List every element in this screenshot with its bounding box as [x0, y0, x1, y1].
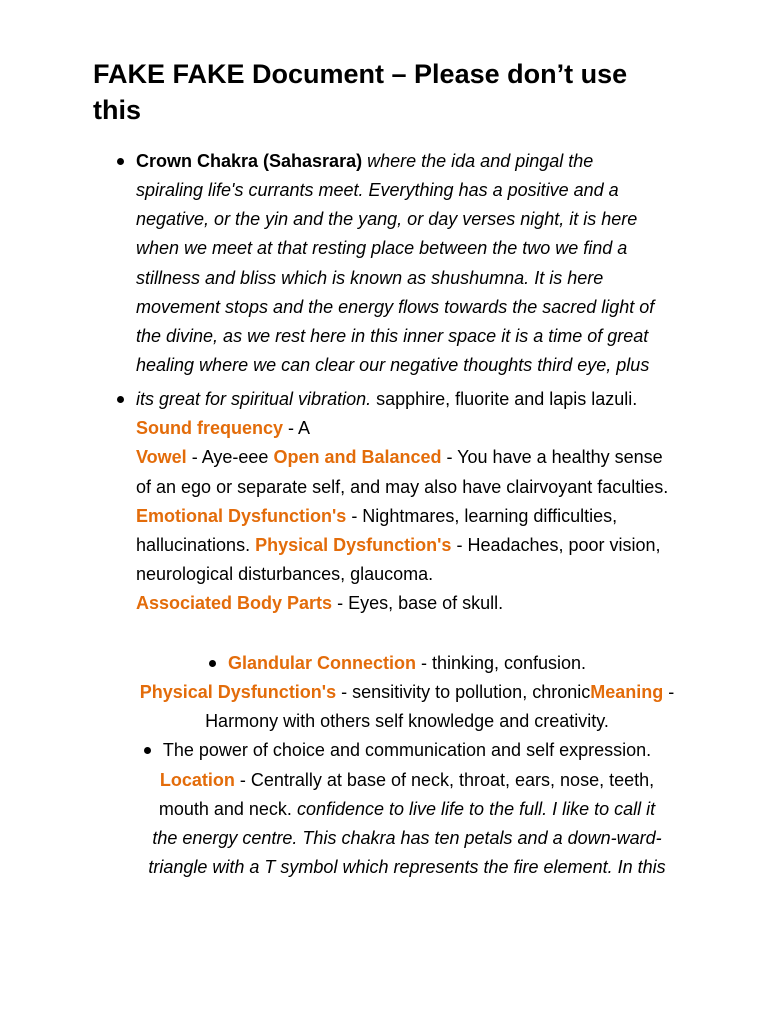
field-value: - Nightmares, learning difficulties, — [351, 505, 618, 526]
text-line — [136, 322, 668, 351]
text-line — [136, 795, 678, 824]
text-line — [136, 176, 668, 205]
field-value: neurological disturbances, glaucoma. — [136, 563, 434, 584]
stones-text: sapphire, fluorite and lapis lazuli. — [376, 389, 638, 410]
bullet-icon — [117, 396, 124, 403]
text-line — [136, 414, 668, 443]
continuation-text: its great for spiritual vibration. — [136, 389, 372, 410]
field-label-body-parts: Associated Body Parts — [136, 593, 333, 614]
text-line — [136, 264, 668, 293]
field-value: Harmony with others self knowledge and creativity. — [205, 711, 609, 732]
text-line — [136, 589, 668, 618]
description-text: the divine, as we rest here in this inner space it is a time of great — [136, 325, 649, 346]
bulleted-text — [163, 740, 651, 760]
bulleted-text — [228, 653, 586, 673]
text-line — [136, 560, 668, 589]
text-line — [136, 853, 678, 882]
bullet-icon — [209, 660, 216, 667]
text-line — [136, 443, 668, 472]
text-line — [136, 707, 678, 736]
choice-text: The power of choice and communication and self expression. — [162, 740, 652, 761]
field-label-physical-dysfunction: Physical Dysfunction's — [255, 534, 452, 555]
text-line — [136, 205, 668, 234]
list-item-crown-chakra — [136, 147, 668, 380]
field-value: - Eyes, base of skull. — [337, 593, 504, 614]
description-text: when we meet at that resting place between the two we find a — [136, 238, 628, 259]
document-title: FAKE FAKE Document – Please don’t use this — [93, 59, 628, 125]
field-label-vowel: Vowel — [136, 447, 187, 468]
text-line — [136, 234, 668, 263]
field-value: of an ego or separate self, and may also have clairvoyant faculties. — [136, 476, 669, 497]
field-value: - A — [288, 418, 311, 439]
field-value: - Headaches, poor vision, — [456, 534, 661, 555]
text-line — [136, 736, 678, 765]
field-label-sound-frequency: Sound frequency — [136, 418, 284, 439]
bullet-list — [136, 147, 668, 618]
text-line — [136, 531, 668, 560]
list-item-details — [136, 385, 668, 618]
text-line — [136, 293, 668, 322]
list-item-choice — [136, 736, 678, 882]
text-line — [136, 351, 668, 380]
text-line — [136, 147, 668, 176]
description-text: spiraling life's currants meet. Everything has a positive and a — [136, 180, 619, 201]
field-value: - Centrally at base of neck, throat, ears, nose, teeth, — [239, 769, 655, 790]
field-label-open-balanced: Open and Balanced — [273, 447, 442, 468]
field-label-emotional-dysfunction: Emotional Dysfunction's — [136, 505, 347, 526]
bullet-icon — [144, 747, 151, 754]
description-text: negative, or the yin and the yang, or day verses night, it is here — [136, 209, 638, 230]
text-line — [136, 824, 678, 853]
description-text: stillness and bliss which is known as shushumna. It is here — [136, 267, 604, 288]
field-label-physical-dysfunction: Physical Dysfunction's — [139, 682, 337, 703]
text-line — [136, 473, 668, 502]
bullet-icon — [117, 158, 124, 165]
notes-text: triangle with a T symbol which represents the fire element. In this — [148, 856, 666, 877]
text-line — [136, 502, 668, 531]
centered-bullet-list — [136, 649, 678, 882]
field-label-location: Location — [159, 769, 235, 790]
field-label-glandular-connection: Glandular Connection — [227, 653, 416, 673]
list-item-glandular-connection — [136, 649, 678, 736]
field-value: - You have a healthy sense — [446, 447, 663, 468]
text-line — [136, 649, 678, 678]
field-value: - thinking, confusion. — [420, 653, 587, 673]
field-value: - sensitivity to pollution, chronic — [341, 682, 591, 703]
field-value: - Aye-eee — [191, 447, 269, 468]
text-line — [136, 385, 668, 414]
field-value: hallucinations. — [136, 534, 251, 555]
notes-text: the energy centre. This chakra has ten petals and a down-ward- — [152, 827, 662, 848]
description-text: where the ida and pingal the — [367, 151, 594, 171]
text-line — [136, 678, 678, 707]
item-heading: Crown Chakra (Sahasrara) — [136, 151, 363, 171]
notes-text: confidence to live life to the full. I like to call it — [296, 798, 656, 819]
description-text: healing where we can clear our negative thoughts third eye, plus — [136, 354, 650, 375]
field-value: mouth and neck. — [158, 798, 292, 819]
text-line — [136, 766, 678, 795]
field-label-meaning: Meaning — [590, 682, 664, 703]
description-text: movement stops and the energy flows towards the sacred light of — [136, 296, 655, 317]
field-value: - — [668, 682, 675, 703]
